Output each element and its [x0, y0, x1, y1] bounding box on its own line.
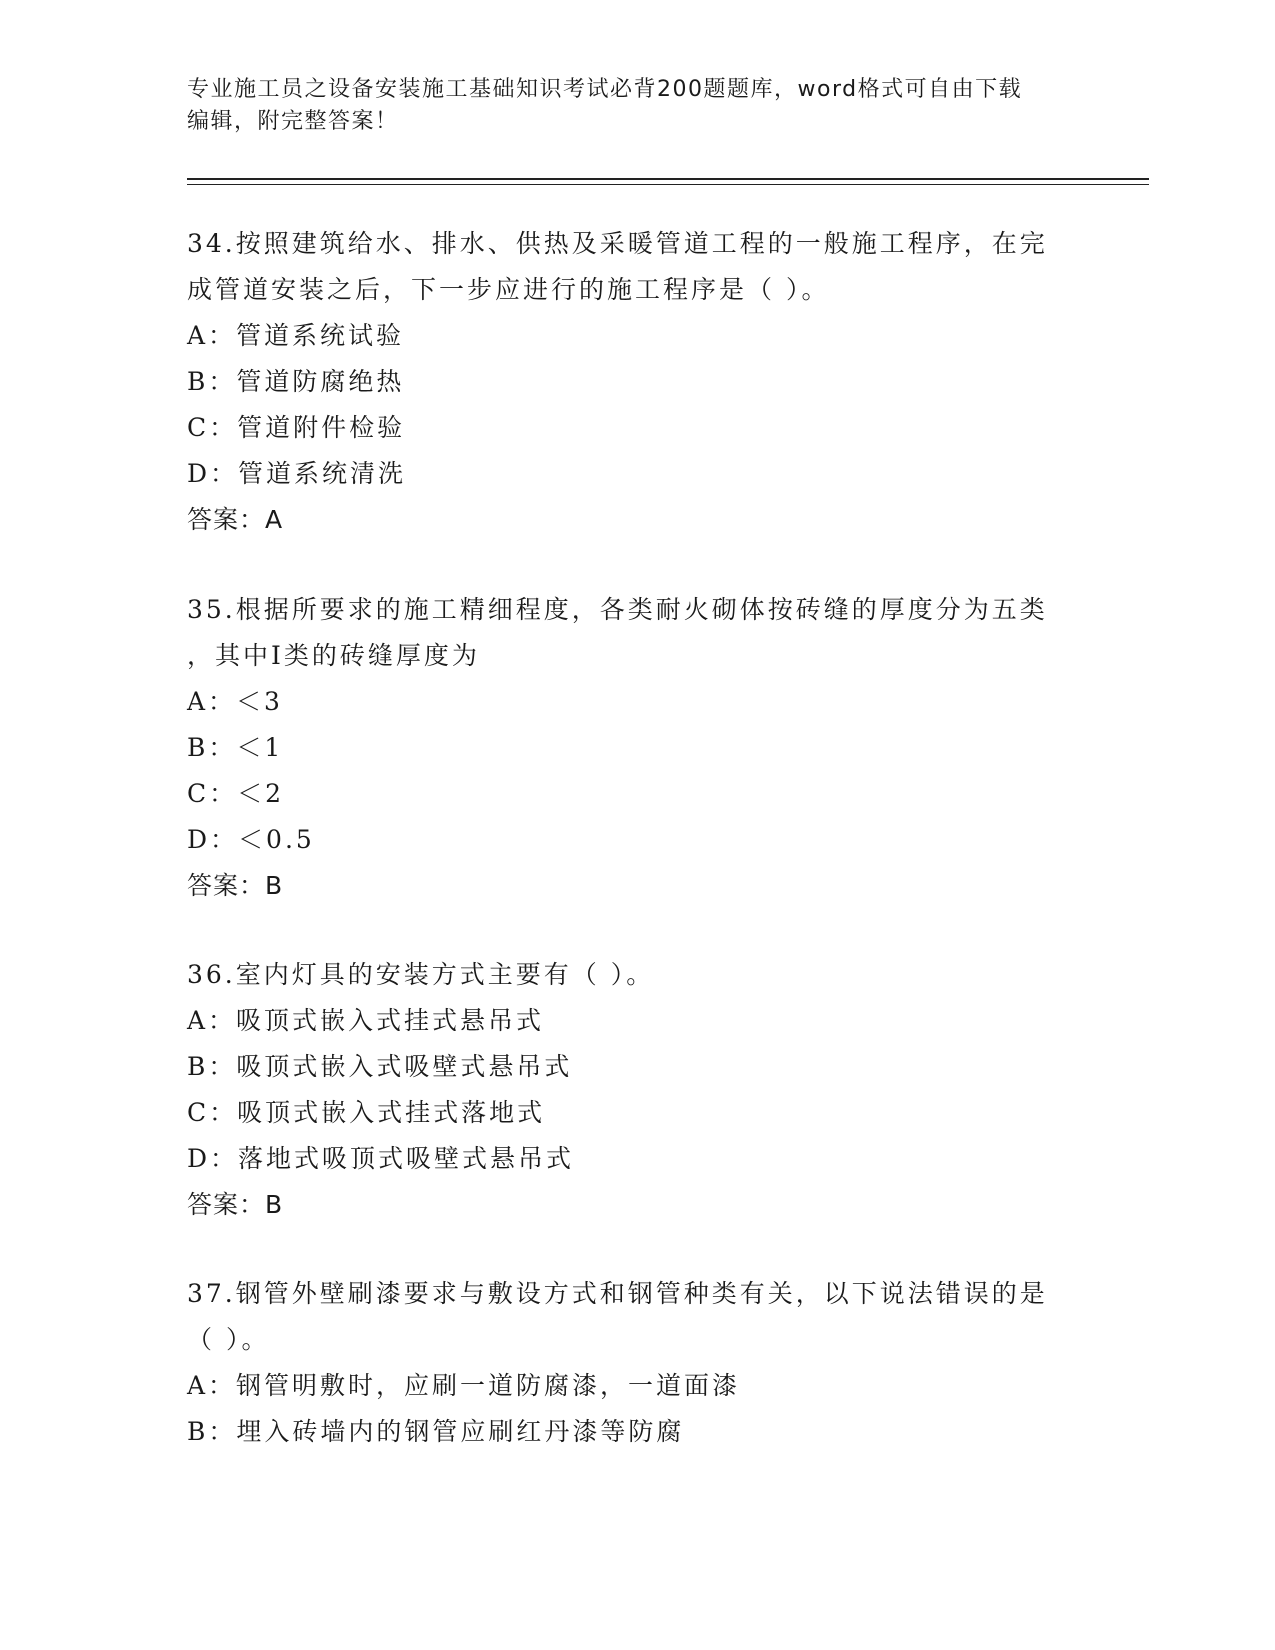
option-a: A：吸顶式嵌入式挂式悬吊式: [187, 1006, 545, 1035]
question-35: [187, 587, 1087, 909]
option-c: C：＜2: [187, 779, 285, 808]
option-d: D：＜0.5: [187, 825, 315, 854]
header-line-2: 编辑，附完整答案！: [187, 109, 399, 134]
option-a: A：＜3: [187, 687, 283, 716]
option-b: B：管道防腐绝热: [187, 367, 405, 396]
question-36: [187, 952, 1087, 1228]
header-line-1: 专业施工员之设备安装施工基础知识考试必背200题题库，word格式可自由下载: [187, 77, 1023, 102]
option-b: B：吸顶式嵌入式吸壁式悬吊式: [187, 1052, 573, 1081]
question-37: [187, 1271, 1087, 1455]
option-d: D：管道系统清洗: [187, 459, 407, 488]
option-a: A：管道系统试验: [187, 321, 405, 350]
question-stem: ，其中Ⅰ类的砖缝厚度为: [187, 641, 480, 670]
question-stem: 35.根据所要求的施工精细程度，各类耐火砌体按砖缝的厚度分为五类: [187, 595, 1048, 624]
question-stem: 37.钢管外壁刷漆要求与敷设方式和钢管种类有关，以下说法错误的是: [187, 1279, 1048, 1308]
option-b: B：埋入砖墙内的钢管应刷红丹漆等防腐: [187, 1417, 685, 1446]
answer: 答案：B: [187, 1190, 284, 1219]
question-34: [187, 221, 1087, 543]
question-stem: 成管道安装之后，下一步应进行的施工程序是（ ）。: [187, 275, 830, 304]
header-divider-thick: [187, 178, 1149, 180]
option-d: D：落地式吸顶式吸壁式悬吊式: [187, 1144, 575, 1173]
option-b: B：＜1: [187, 733, 284, 762]
question-stem: （ ）。: [187, 1325, 270, 1354]
answer: 答案：B: [187, 871, 284, 900]
option-c: C：管道附件检验: [187, 413, 406, 442]
option-c: C：吸顶式嵌入式挂式落地式: [187, 1098, 546, 1127]
answer: 答案：A: [187, 505, 284, 534]
question-stem: 34.按照建筑给水、排水、供热及采暖管道工程的一般施工程序，在完: [187, 229, 1048, 258]
question-stem: 36.室内灯具的安装方式主要有（ ）。: [187, 960, 655, 989]
option-a: A：钢管明敷时，应刷一道防腐漆，一道面漆: [187, 1371, 741, 1400]
header-divider-thin: [187, 184, 1149, 185]
document-header: [187, 74, 1087, 138]
